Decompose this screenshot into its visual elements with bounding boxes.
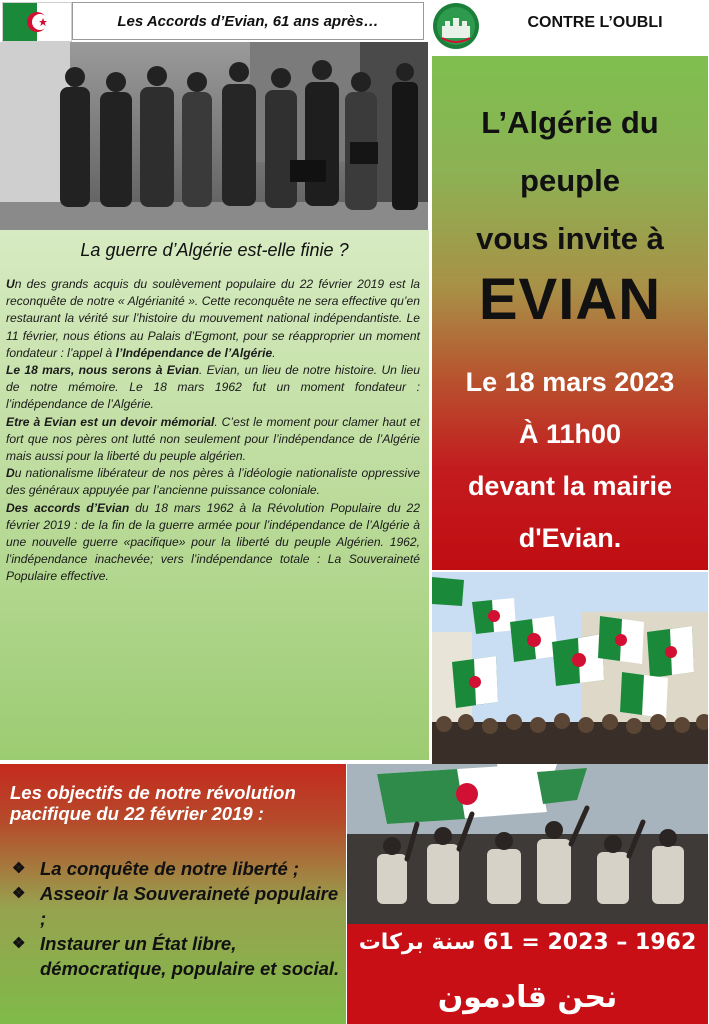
delegation-photo — [0, 42, 428, 230]
paragraph-bold: Des accords d’Evian — [6, 500, 130, 515]
event-date: Le 18 mars 2023 — [465, 367, 675, 397]
paragraph-text: u nationalisme libérateur de nos pères à l’idéologie nationaliste oppressive des généraux appuyée par l’ancienne puissance coloniale. — [6, 466, 420, 498]
paragraph-bold: l’Indépendance de l’Algérie — [115, 345, 273, 360]
paragraph-bold: Etre à Evian est un devoir mémorial — [6, 414, 215, 429]
movement-logo-icon — [432, 2, 480, 50]
article-paragraph — [6, 362, 420, 414]
objective-item — [10, 881, 340, 931]
event-place: devant la mairie — [467, 471, 673, 501]
objectives-panel — [0, 764, 346, 1024]
article-paragraph — [6, 465, 420, 499]
objective-item — [10, 856, 340, 881]
arabic-slogan: نحن قادمون — [437, 980, 618, 1015]
arabic-anniversary-line: 1962 – 2023 = 61 سنة بركات — [358, 930, 697, 955]
event-place: d'Evian. — [518, 523, 622, 553]
article-panel — [0, 230, 429, 760]
paragraph-text: . C’est le moment pour clamer haut et fort que nos pères ont lutté non seulement pour l’indépendance de l’Algérie mais aussi pour la liberté du peuple algérien. — [6, 414, 420, 464]
paragraph-bold: Le 18 mars, nous serons à Evian — [6, 363, 199, 378]
objective-text: Asseoir la Souveraineté populaire ; — [40, 883, 339, 929]
diamond-bullet-icon: ❖ — [12, 860, 26, 877]
paragraph-text: n des grands acquis du soulèvement populaire du 22 février 2019 est la reconquête de notre « Algérianité ». Cette reconquête ne sera effective qu’en restaurant la vérité sur l’histoire du mouvement national indépendantiste. Le 11 février, nous étions au Palais d’Egmont, pour se réapproprier un moment fondateur : l’appel à — [6, 277, 420, 360]
paragraph-text: . Evian, un lieu de notre histoire. Un lieu de notre mémoire. Le 18 mars 1962 fut un moment fondateur : l’indépendance de l’Algérie. — [6, 363, 420, 412]
arabic-panel — [347, 924, 708, 1024]
drop-letter: U — [6, 277, 15, 291]
header-title: Les Accords d’Evian, 61 ans après… — [72, 2, 424, 40]
algeria-flag-icon — [2, 2, 72, 42]
objectives-list — [10, 856, 340, 981]
objective-text: La conquête de notre liberté ; — [40, 858, 300, 879]
objectives-title: Les objectifs de notre révolution pacifique du 22 février 2019 : — [10, 782, 296, 824]
article-body — [6, 276, 420, 586]
invitation-line: L’Algérie du — [481, 105, 659, 140]
header-slogan: CONTRE L’OUBLI — [527, 14, 663, 31]
invitation-city: EVIAN — [478, 267, 662, 332]
article-paragraph — [6, 414, 420, 466]
objective-item — [10, 931, 340, 981]
paragraph-text: . — [272, 345, 276, 360]
article-heading: La guerre d’Algérie est-elle finie ? — [80, 240, 349, 260]
drop-letter: D — [6, 466, 15, 481]
article-paragraph — [6, 276, 420, 362]
invitation-panel — [432, 56, 708, 570]
objective-text: Instaurer un État libre, démocratique, populaire et social. — [40, 933, 340, 979]
flags-crowd-photo — [432, 572, 708, 764]
diamond-bullet-icon: ❖ — [12, 935, 26, 952]
invitation-line: vous invite à — [476, 221, 664, 256]
invitation-line: peuple — [520, 163, 620, 198]
invitation-details — [432, 356, 708, 564]
article-paragraph — [6, 500, 420, 586]
event-time: À 11h00 — [518, 419, 622, 449]
diamond-bullet-icon: ❖ — [12, 885, 26, 902]
independence-crowd-photo — [347, 764, 708, 924]
invitation-headline — [432, 94, 708, 268]
paragraph-text: du 18 mars 1962 à la Révolution Populaire du 22 février 2019 : de la fin de la guerre armée pour l’indépendance de l’Algérie à une nouvelle guerre «pacifique» pour la liberté du peuple Algérien. 1962, l’indépendance inachevée; vers l’indépendance totale : La Souveraineté Populaire effective. — [6, 500, 420, 584]
